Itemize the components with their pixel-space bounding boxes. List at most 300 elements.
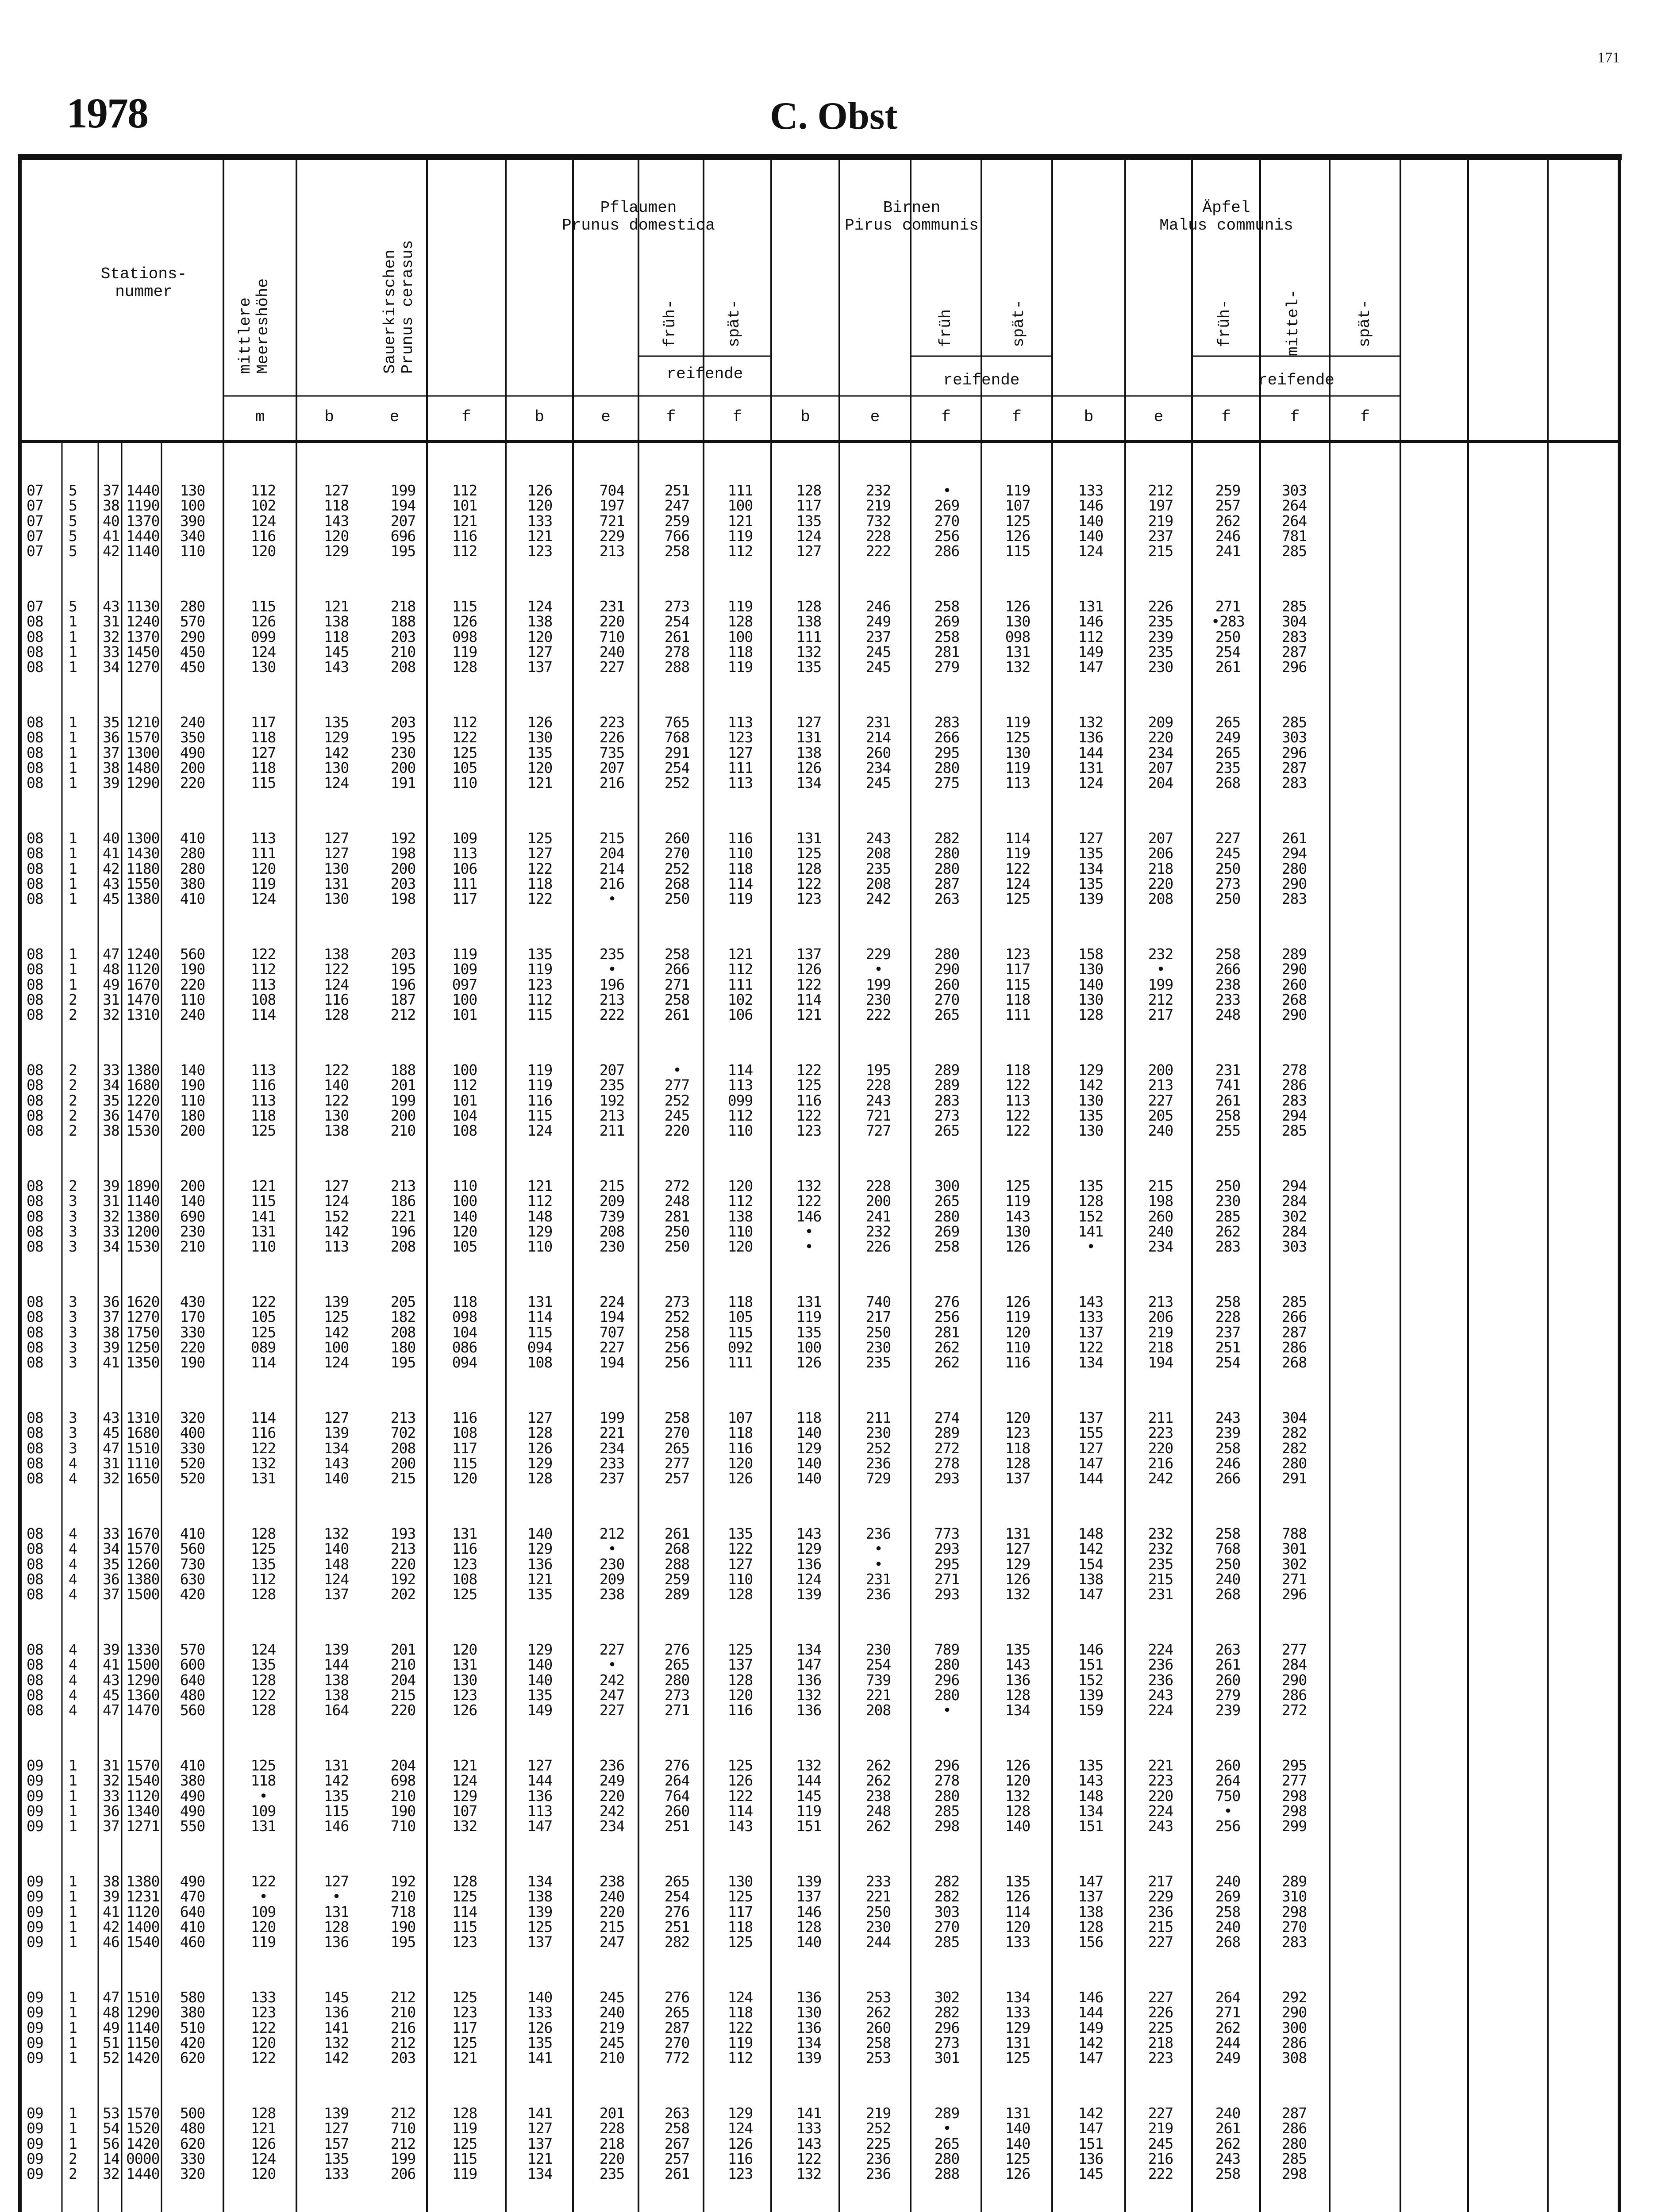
table-cell: 128 — [1078, 1918, 1104, 1936]
table-cell: 125 — [527, 1918, 553, 1936]
table-cell: 128 — [452, 1873, 477, 1890]
table-cell: 1110 — [126, 1454, 160, 1472]
table-cell: 149 — [1078, 643, 1104, 661]
table-cell: 270 — [664, 2034, 690, 2051]
table-cell: 262 — [1215, 2135, 1241, 2152]
table-cell: 131 — [1078, 598, 1104, 615]
table-cell: 139 — [323, 1424, 349, 1442]
unit-label: e — [601, 408, 611, 426]
table-cell: 640 — [180, 1671, 205, 1689]
table-cell: 5 — [69, 542, 77, 560]
table-cell: 08 — [27, 744, 43, 761]
table-cell: 242 — [1148, 1470, 1173, 1487]
table-cell: 277 — [1281, 1772, 1307, 1790]
table-cell: 114 — [1005, 1903, 1031, 1920]
table-cell: 42 — [103, 860, 119, 877]
table-cell: 295 — [934, 1555, 960, 1573]
table-cell: 281 — [934, 1323, 960, 1341]
table-cell: 4 — [69, 1701, 77, 1719]
table-cell: 1290 — [126, 774, 160, 792]
table-cell: 235 — [599, 2165, 625, 2183]
table-cell: 126 — [796, 1354, 822, 1371]
table-cell: 099 — [250, 628, 276, 645]
table-cell: 08 — [27, 658, 43, 676]
table-cell: 257 — [1215, 497, 1241, 515]
table-cell: 3 — [69, 1424, 77, 1442]
table-cell: 698 — [390, 1772, 416, 1790]
table-cell: 128 — [250, 1701, 276, 1719]
header-station: Stations- nummer — [100, 265, 187, 301]
table-cell: 218 — [1148, 860, 1173, 877]
table-cell: 119 — [527, 960, 553, 978]
table-cell: 09 — [27, 1873, 43, 1890]
table-cell: 273 — [934, 1106, 960, 1124]
table-cell: 255 — [1215, 1122, 1241, 1140]
table-cell: 210 — [390, 1888, 416, 1905]
table-cell: 215 — [1148, 1177, 1173, 1194]
table-cell: 100 — [796, 1338, 822, 1356]
table-cell: 560 — [180, 945, 205, 963]
table-cell: 1 — [69, 628, 77, 645]
table-cell: 121 — [527, 527, 553, 545]
table-cell: 3 — [69, 1439, 77, 1457]
header-apples: Äpfel Malus communis — [1159, 199, 1293, 234]
table-cell: 280 — [180, 845, 205, 862]
table-cell: 203 — [390, 714, 416, 731]
table-cell: 285 — [934, 1802, 960, 1820]
table-cell: 143 — [796, 2135, 822, 2152]
table-cell: 231 — [865, 714, 891, 731]
table-cell: 410 — [180, 830, 205, 847]
table-cell: 282 — [1281, 1424, 1307, 1442]
table-cell: 129 — [1005, 2019, 1031, 2036]
table-cell: 116 — [796, 1091, 822, 1109]
table-cell: 145 — [796, 1787, 822, 1805]
table-cell: 264 — [1215, 1772, 1241, 1790]
table-cell: 08 — [27, 1207, 43, 1225]
table-cell: 254 — [1215, 643, 1241, 661]
table-cell: 36 — [103, 1802, 119, 1820]
table-cell: 1120 — [126, 1787, 160, 1805]
table-cell: 118 — [727, 1293, 753, 1310]
table-cell: 308 — [1281, 2049, 1307, 2067]
table-cell: 131 — [250, 1817, 276, 1835]
table-cell: 124 — [727, 1989, 753, 2006]
table-cell: 235 — [1148, 1555, 1173, 1573]
table-cell: 126 — [527, 714, 553, 731]
table-cell: 270 — [934, 991, 960, 1008]
table-cell: 113 — [250, 975, 276, 993]
table-cell: 201 — [599, 2104, 625, 2122]
table-cell: 112 — [452, 1076, 477, 1094]
table-cell: 235 — [865, 1354, 891, 1371]
table-cell: 31 — [103, 991, 119, 1008]
table-cell: 233 — [599, 1454, 625, 1472]
table-cell: 109 — [452, 960, 477, 978]
table-cell: 264 — [1281, 497, 1307, 515]
table-cell: 121 — [250, 2120, 276, 2137]
table-cell: 133 — [527, 512, 553, 530]
table-cell: 239 — [1148, 628, 1173, 645]
table-cell: 120 — [452, 1641, 477, 1658]
table-cell: 125 — [452, 2135, 477, 2152]
table-cell: 277 — [664, 1076, 690, 1094]
table-cell: 282 — [934, 1888, 960, 1905]
table-cell: 280 — [1281, 1454, 1307, 1472]
table-cell: 3 — [69, 1338, 77, 1356]
table-cell: 280 — [1281, 2135, 1307, 2152]
table-cell: 208 — [390, 1439, 416, 1457]
table-cell: 265 — [934, 2135, 960, 2152]
table-cell: 147 — [796, 1656, 822, 1674]
table-cell: 123 — [452, 2004, 477, 2021]
table-cell: 227 — [599, 1338, 625, 1356]
table-cell: 08 — [27, 774, 43, 792]
table-cell: 1300 — [126, 830, 160, 847]
table-cell: 135 — [1078, 845, 1104, 862]
table-cell: 136 — [796, 1671, 822, 1689]
table-cell: 124 — [250, 2150, 276, 2167]
table-cell: 560 — [180, 1701, 205, 1719]
table-cell: 284 — [1281, 1222, 1307, 1240]
table-cell: 111 — [727, 1354, 753, 1371]
table-cell: 113 — [452, 845, 477, 862]
table-cell: 215 — [1148, 1570, 1173, 1588]
table-cell: 258 — [934, 628, 960, 645]
table-cell: 120 — [452, 1470, 477, 1487]
table-cell: 206 — [390, 2165, 416, 2183]
table-cell: 192 — [390, 1873, 416, 1890]
table-cell: 129 — [323, 542, 349, 560]
table-cell: 199 — [390, 2150, 416, 2167]
table-cell: 098 — [452, 1308, 477, 1326]
table-cell: 300 — [934, 1177, 960, 1194]
table-cell: 291 — [664, 744, 690, 761]
table-cell: 380 — [180, 2004, 205, 2021]
table-cell: 764 — [664, 1787, 690, 1805]
table-cell: 270 — [664, 1424, 690, 1442]
table-cell: 2 — [69, 1076, 77, 1094]
table-cell: 08 — [27, 1238, 43, 1256]
table-cell: 262 — [865, 2004, 891, 2021]
table-cell: 129 — [1078, 1061, 1104, 1079]
table-cell: 243 — [865, 1091, 891, 1109]
table-cell: 112 — [727, 1192, 753, 1210]
table-cell: 125 — [250, 1757, 276, 1774]
table-cell: 138 — [1078, 1570, 1104, 1588]
table-cell: 298 — [1281, 1787, 1307, 1805]
table-cell: 142 — [1078, 2034, 1104, 2051]
table-cell: 1 — [69, 2004, 77, 2021]
table-cell: 08 — [27, 628, 43, 645]
table-cell: 1440 — [126, 527, 160, 545]
header-plum-late: spät- — [725, 299, 743, 347]
table-cell: 600 — [180, 1656, 205, 1674]
table-cell: 220 — [1148, 875, 1173, 892]
table-cell: 200 — [390, 860, 416, 877]
table-cell: 200 — [180, 759, 205, 776]
table-cell: 116 — [323, 991, 349, 1008]
table-cell: 140 — [527, 1989, 553, 2006]
table-cell: 123 — [796, 890, 822, 908]
table-cell: 188 — [390, 613, 416, 630]
table-cell: 237 — [1148, 527, 1173, 545]
table-cell: 123 — [452, 1555, 477, 1573]
table-cell: 241 — [1215, 542, 1241, 560]
table-cell: 118 — [323, 497, 349, 515]
table-cell: • — [608, 1656, 616, 1674]
table-cell: 098 — [452, 628, 477, 645]
table-cell: 231 — [1148, 1586, 1173, 1603]
table-cell: 122 — [250, 1873, 276, 1890]
table-cell: 121 — [452, 2049, 477, 2067]
table-cell: 07 — [27, 527, 43, 545]
table-cell: 141 — [527, 2104, 553, 2122]
table-cell: 208 — [390, 1238, 416, 1256]
table-cell: 140 — [796, 1470, 822, 1487]
table-cell: 215 — [599, 830, 625, 847]
table-cell: 156 — [1078, 1933, 1104, 1951]
table-cell: 136 — [323, 1933, 349, 1951]
table-cell: 094 — [452, 1354, 477, 1371]
header-pear-late: spät- — [1010, 299, 1028, 347]
table-cell: 280 — [180, 598, 205, 615]
table-cell: 119 — [452, 643, 477, 661]
table-cell: 340 — [180, 527, 205, 545]
table-cell: 124 — [323, 1570, 349, 1588]
table-cell: 097 — [452, 975, 477, 993]
table-cell: 768 — [664, 729, 690, 746]
table-cell: 136 — [796, 1989, 822, 2006]
table-cell: 118 — [250, 729, 276, 746]
table-cell: 190 — [390, 1802, 416, 1820]
table-cell: 53 — [103, 2104, 119, 2122]
table-cell: 33 — [103, 1061, 119, 1079]
table-cell: 285 — [1281, 714, 1307, 731]
table-cell: 32 — [103, 1470, 119, 1487]
table-cell: 127 — [796, 714, 822, 731]
table-cell: 118 — [1005, 1061, 1031, 1079]
table-cell: 135 — [1005, 1641, 1031, 1658]
table-cell: 261 — [664, 1525, 690, 1542]
table-cell: 08 — [27, 1470, 43, 1487]
table-cell: 132 — [1005, 658, 1031, 676]
table-cell: 120 — [250, 1918, 276, 1936]
table-cell: 143 — [727, 1817, 753, 1835]
table-cell: 110 — [180, 542, 205, 560]
table-cell: 196 — [390, 1222, 416, 1240]
table-cell: 140 — [527, 1525, 553, 1542]
table-cell: 08 — [27, 890, 43, 908]
table-cell: 105 — [250, 1308, 276, 1326]
table-cell: 208 — [390, 658, 416, 676]
table-cell: 08 — [27, 1061, 43, 1079]
table-cell: 788 — [1281, 1525, 1307, 1542]
table-cell: 47 — [103, 945, 119, 963]
table-cell: 140 — [323, 1540, 349, 1558]
table-cell: 115 — [527, 1323, 553, 1341]
table-cell: 248 — [865, 1802, 891, 1820]
table-cell: 08 — [27, 1338, 43, 1356]
table-cell: 130 — [323, 890, 349, 908]
table-cell: 131 — [1078, 759, 1104, 776]
table-cell: 152 — [1078, 1671, 1104, 1689]
table-cell: 210 — [599, 2049, 625, 2067]
table-cell: 115 — [527, 1106, 553, 1124]
table-cell: 258 — [664, 542, 690, 560]
table-cell: 330 — [180, 1439, 205, 1457]
table-cell: 110 — [727, 845, 753, 862]
table-cell: 100 — [323, 1338, 349, 1356]
table-cell: 234 — [1148, 744, 1173, 761]
table-cell: 254 — [664, 1888, 690, 1905]
table-cell: 148 — [1078, 1787, 1104, 1805]
table-cell: 227 — [599, 1701, 625, 1719]
table-cell: 2 — [69, 991, 77, 1008]
table-cell: 1340 — [126, 1802, 160, 1820]
table-cell: 1 — [69, 1757, 77, 1774]
table-cell: 151 — [1078, 1817, 1104, 1835]
table-cell: 260 — [1215, 1671, 1241, 1689]
table-cell: 132 — [796, 1686, 822, 1704]
table-cell: 227 — [599, 1641, 625, 1658]
table-cell: 215 — [390, 1470, 416, 1487]
unit-label: f — [941, 408, 951, 426]
table-cell: 112 — [250, 960, 276, 978]
table-cell: 118 — [250, 1772, 276, 1790]
table-cell: 2 — [69, 1091, 77, 1109]
table-cell: 121 — [727, 512, 753, 530]
table-cell: 119 — [1005, 845, 1031, 862]
table-cell: 144 — [1078, 1470, 1104, 1487]
table-cell: 194 — [599, 1354, 625, 1371]
table-cell: 38 — [103, 1873, 119, 1890]
table-cell: 220 — [180, 1338, 205, 1356]
table-cell: 137 — [1005, 1470, 1031, 1487]
table-cell: 136 — [1078, 729, 1104, 746]
table-cell: 56 — [103, 2135, 119, 2152]
table-cell: 280 — [934, 945, 960, 963]
table-cell: 276 — [664, 1641, 690, 1658]
table-cell: 136 — [796, 2019, 822, 2036]
header-sour-cherry: Sauerkirschen Prunus cerasus — [381, 240, 417, 374]
table-cell: 139 — [323, 2104, 349, 2122]
table-cell: 126 — [527, 1439, 553, 1457]
table-cell: 192 — [390, 830, 416, 847]
table-cell: 430 — [180, 1293, 205, 1310]
table-cell: 126 — [1005, 1238, 1031, 1256]
table-cell: 120 — [250, 2165, 276, 2183]
table-cell: 147 — [1078, 1454, 1104, 1472]
table-cell: 278 — [664, 643, 690, 661]
table-cell: 09 — [27, 1888, 43, 1905]
table-cell: 122 — [727, 2019, 753, 2036]
table-cell: 115 — [250, 598, 276, 615]
table-cell: 230 — [390, 744, 416, 761]
table-cell: 131 — [1005, 643, 1031, 661]
table-cell: 48 — [103, 960, 119, 978]
table-cell: 213 — [390, 1540, 416, 1558]
table-cell: 4 — [69, 1671, 77, 1689]
unit-label: f — [1221, 408, 1231, 426]
table-cell: 229 — [1148, 1888, 1173, 1905]
table-cell: 208 — [865, 1701, 891, 1719]
table-cell: 110 — [527, 1238, 553, 1256]
table-cell: 08 — [27, 1555, 43, 1573]
table-cell: 110 — [727, 1122, 753, 1140]
table-cell: 3 — [69, 1238, 77, 1256]
table-cell: 480 — [180, 2120, 205, 2137]
table-cell: 261 — [1215, 1656, 1241, 1674]
table-cell: 276 — [664, 1757, 690, 1774]
table-cell: 1550 — [126, 875, 160, 892]
table-cell: 36 — [103, 729, 119, 746]
table-cell: 1570 — [126, 729, 160, 746]
table-cell: 121 — [796, 1006, 822, 1024]
table-cell: 108 — [527, 1354, 553, 1371]
table-cell: 131 — [452, 1656, 477, 1674]
table-cell: 2 — [69, 1006, 77, 1024]
table-cell: 207 — [1148, 759, 1173, 776]
table-cell: 250 — [865, 1323, 891, 1341]
table-cell: 500 — [180, 2104, 205, 2122]
table-cell: 122 — [250, 1439, 276, 1457]
table-cell: 216 — [390, 2019, 416, 2036]
table-cell: 137 — [527, 2135, 553, 2152]
table-cell: 218 — [599, 2135, 625, 2152]
table-cell: 205 — [1148, 1106, 1173, 1124]
table-cell: 224 — [599, 1293, 625, 1310]
table-cell: 099 — [727, 1091, 753, 1109]
table-cell: 286 — [1281, 2120, 1307, 2137]
table-cell: 128 — [1078, 1192, 1104, 1210]
table-cell: 130 — [1005, 744, 1031, 761]
table-cell: 721 — [599, 512, 625, 530]
table-cell: 195 — [390, 729, 416, 746]
table-cell: 245 — [599, 2034, 625, 2051]
table-cell: 304 — [1281, 613, 1307, 630]
table-cell: 08 — [27, 1308, 43, 1326]
header-plum-ripening: reifende — [666, 365, 743, 383]
table-cell: 1 — [69, 890, 77, 908]
table-cell: 210 — [390, 1787, 416, 1805]
table-cell: 164 — [323, 1701, 349, 1719]
table-cell: 276 — [664, 1989, 690, 2006]
table-cell: 08 — [27, 714, 43, 731]
table-cell: 110 — [180, 1091, 205, 1109]
table-cell: 132 — [796, 2165, 822, 2183]
table-cell: 45 — [103, 1424, 119, 1442]
table-cell: 126 — [1005, 1888, 1031, 1905]
table-cell: 122 — [323, 960, 349, 978]
table-cell: 285 — [1281, 2150, 1307, 2167]
table-cell: 3 — [69, 1354, 77, 1371]
table-cell: 139 — [796, 1586, 822, 1603]
table-cell: 09 — [27, 2004, 43, 2021]
table-cell: 1570 — [126, 1540, 160, 1558]
table-cell: 258 — [1215, 2165, 1241, 2183]
table-cell: 120 — [1005, 1409, 1031, 1426]
table-cell: 113 — [250, 1091, 276, 1109]
table-cell: 08 — [27, 643, 43, 661]
table-cell: 273 — [664, 598, 690, 615]
table-cell: 159 — [1078, 1701, 1104, 1719]
table-cell: 149 — [1078, 2019, 1104, 2036]
table-cell: 640 — [180, 1903, 205, 1920]
table-cell: 1670 — [126, 1525, 160, 1542]
table-cell: 287 — [1281, 2104, 1307, 2122]
table-cell: 0000 — [126, 2150, 160, 2167]
